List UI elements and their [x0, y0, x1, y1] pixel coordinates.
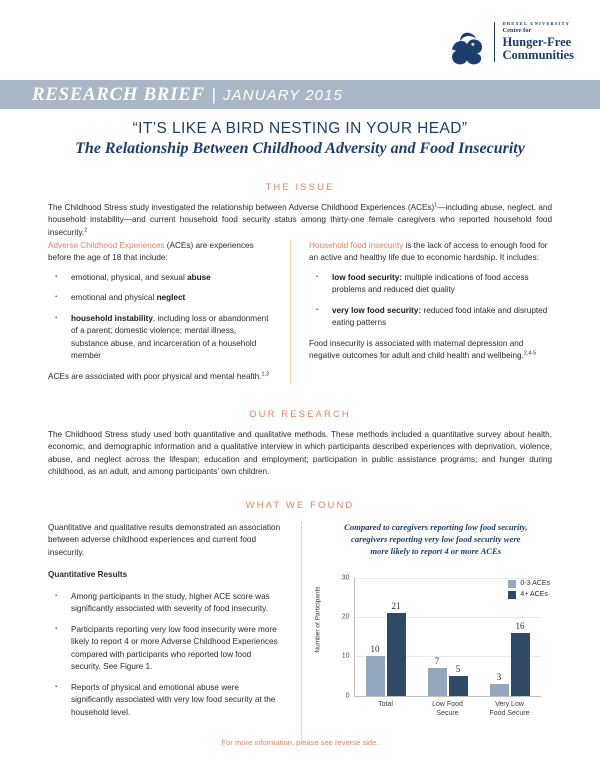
header-band — [0, 80, 600, 109]
chart-bar-value-label: 5 — [455, 663, 461, 674]
chart-plot-area — [341, 574, 541, 717]
findings-chart-column — [301, 522, 553, 738]
list-item: · Reports of physical and emotional abuse were significantly associated with very low food security at the household level. — [48, 682, 281, 719]
chart-y-tick-label: 30 — [341, 574, 350, 582]
chart-title-line-3: more likely to report 4 or more ACEs — [370, 545, 502, 556]
chart-bar-group — [355, 600, 417, 708]
issue-two-column-block — [48, 240, 552, 383]
issue-column-food-insecurity — [290, 240, 551, 383]
section-heading-what-we-found: WHAT WE FOUND — [245, 500, 355, 511]
list-item: · emotional, physical, and sexual abuse — [48, 272, 270, 284]
brief-date: JANUARY 2015 — [223, 86, 343, 104]
drexel-dragon-icon — [447, 26, 487, 66]
aces-closing-paragraph: ACEs are associated with poor physical and mental health.$^{1,3}$ — [48, 371, 269, 381]
aces-definition — [48, 240, 270, 265]
chart-bar-value-label: 10 — [370, 644, 380, 655]
list-item: · very low food security: reduced food intake and disrupted eating patterns — [309, 305, 551, 330]
issue-intro-paragraph: The Childhood Stress study investigated the relationship between Adverse Childhood Experiences (ACEs)$^1$—including abuse, neglect, and household instability—and current household food security status among thirty-one female caregivers who reported household food insecurity.$^2$ — [48, 202, 552, 237]
chart-legend-label: 4+ ACEs — [520, 591, 548, 599]
footer-note: For more information, please see reverse side. — [221, 738, 379, 747]
chart-y-axis-label: Number of Participants — [314, 586, 321, 653]
chart-title-line-1: Compared to caregivers reporting low food security, — [344, 522, 528, 532]
page-title: “IT’S LIKE A BIRD NESTING IN YOUR HEAD” — [132, 120, 468, 137]
header-separator: | — [211, 84, 217, 104]
findings-bullet-list — [48, 591, 281, 719]
header-band-inner — [0, 84, 343, 106]
section-heading-what-we-found-wrap — [48, 500, 552, 511]
chart-y-tick-label: 20 — [341, 613, 350, 621]
chart-y-tick-label: 10 — [341, 652, 350, 660]
section-our-research — [48, 409, 552, 479]
section-heading-the-issue: THE ISSUE — [265, 182, 335, 193]
chart-bar — [366, 644, 385, 695]
list-item: · Participants reporting very low food insecurity were more likely to report 4 or more Adverse Childhood Experiences compared with participants who reported low food security. See Figure 1. — [48, 624, 281, 674]
chart-bar-group — [479, 620, 541, 717]
chart-bar-value-label: 3 — [496, 671, 502, 682]
quantitative-results-subhead: Quantitative Results — [48, 570, 128, 580]
list-item: · Among participants in the study, higher ACE score was significantly associated with severity of food insecurity. — [48, 591, 281, 616]
aces-lead-rest: (ACEs) are experiences before the age of 18 that include: — [48, 241, 254, 263]
findings-intro-paragraph: Quantitative and qualitative results demonstrated an association between adverse childhood experiences and current food insecurity. — [48, 523, 281, 557]
chart-legend-label: 0-3 ACEs — [520, 580, 550, 588]
logo-university-name: DREXEL UNIVERSITY — [502, 21, 571, 26]
chart-bar — [428, 656, 447, 696]
issue-column-aces — [48, 240, 290, 383]
organization-logo — [447, 22, 574, 66]
chart-bar — [490, 671, 509, 696]
chart-x-tick-label: Total — [378, 700, 393, 708]
logo-center-for: Center for — [502, 27, 532, 35]
food-insecurity-definition — [309, 240, 551, 265]
research-body-paragraph: The Childhood Stress study used both quantitative and qualitative methods. These methods included a quantitative survey about health, economic, and demographic information and a qualitative interview in which participants described experiences with deprivation, violence, abuse, and neglect across the lifespan; education and employment; participation in public assistance programs; and hunger during childhood, as an adult, and among participants’ own children. — [48, 430, 552, 477]
list-item: · emotional and physical neglect — [48, 292, 270, 304]
list-item: · household instability, including loss or abandonment of a parent; domestic violence; mental illness, substance abuse, and incarceration of a household member — [48, 313, 270, 363]
page-subtitle: The Relationship Between Childhood Adversity and Food Insecurity — [75, 140, 525, 157]
aces-bar-chart — [314, 558, 553, 738]
chart-bar-value-label: 7 — [434, 656, 440, 667]
food-insecurity-lead-rest: is the lack of access to enough food for an active and healthy life due to economic hardship. It includes: — [309, 241, 548, 263]
section-heading-our-research: OUR RESEARCH — [249, 409, 351, 420]
chart-bar-value-label: 16 — [515, 620, 525, 631]
chart-y-tick-label: 0 — [345, 692, 350, 700]
logo-name-line2: Communities — [502, 47, 574, 62]
chart-bar — [387, 600, 406, 696]
chart-bar-value-label: 21 — [391, 600, 401, 611]
food-insecurity-bullet-list — [309, 272, 551, 330]
chart-title-line-2: caregivers reporting very low food security were — [351, 533, 521, 544]
chart-x-tick-label: Very Low Food Secure — [489, 700, 530, 717]
chart-bar — [511, 620, 530, 696]
aces-bullet-list — [48, 272, 270, 363]
aces-lead-term: Adverse Childhood Experiences — [48, 241, 165, 250]
food-insecurity-lead-term: Household food insecurity — [309, 241, 404, 250]
chart-x-tick-label: Low Food Secure — [432, 700, 463, 717]
brief-type-label: RESEARCH BRIEF — [32, 83, 205, 105]
chart-title — [320, 522, 553, 558]
list-item: · low food security: multiple indications of food access problems and reduced diet quality — [309, 272, 551, 297]
findings-text-column — [48, 522, 301, 738]
logo-name-line1: Hunger-Free — [502, 34, 572, 49]
section-the-issue — [48, 182, 552, 239]
chart-bar-group — [417, 656, 479, 717]
chart-bar — [449, 663, 468, 696]
chart-gridline — [355, 578, 541, 579]
findings-two-column-block — [48, 522, 552, 738]
food-insecurity-closing-paragraph: Food insecurity is associated with maternal depression and negative outcomes for adult and child health and wellbeing.$^{2,4-5}$ — [309, 338, 537, 361]
